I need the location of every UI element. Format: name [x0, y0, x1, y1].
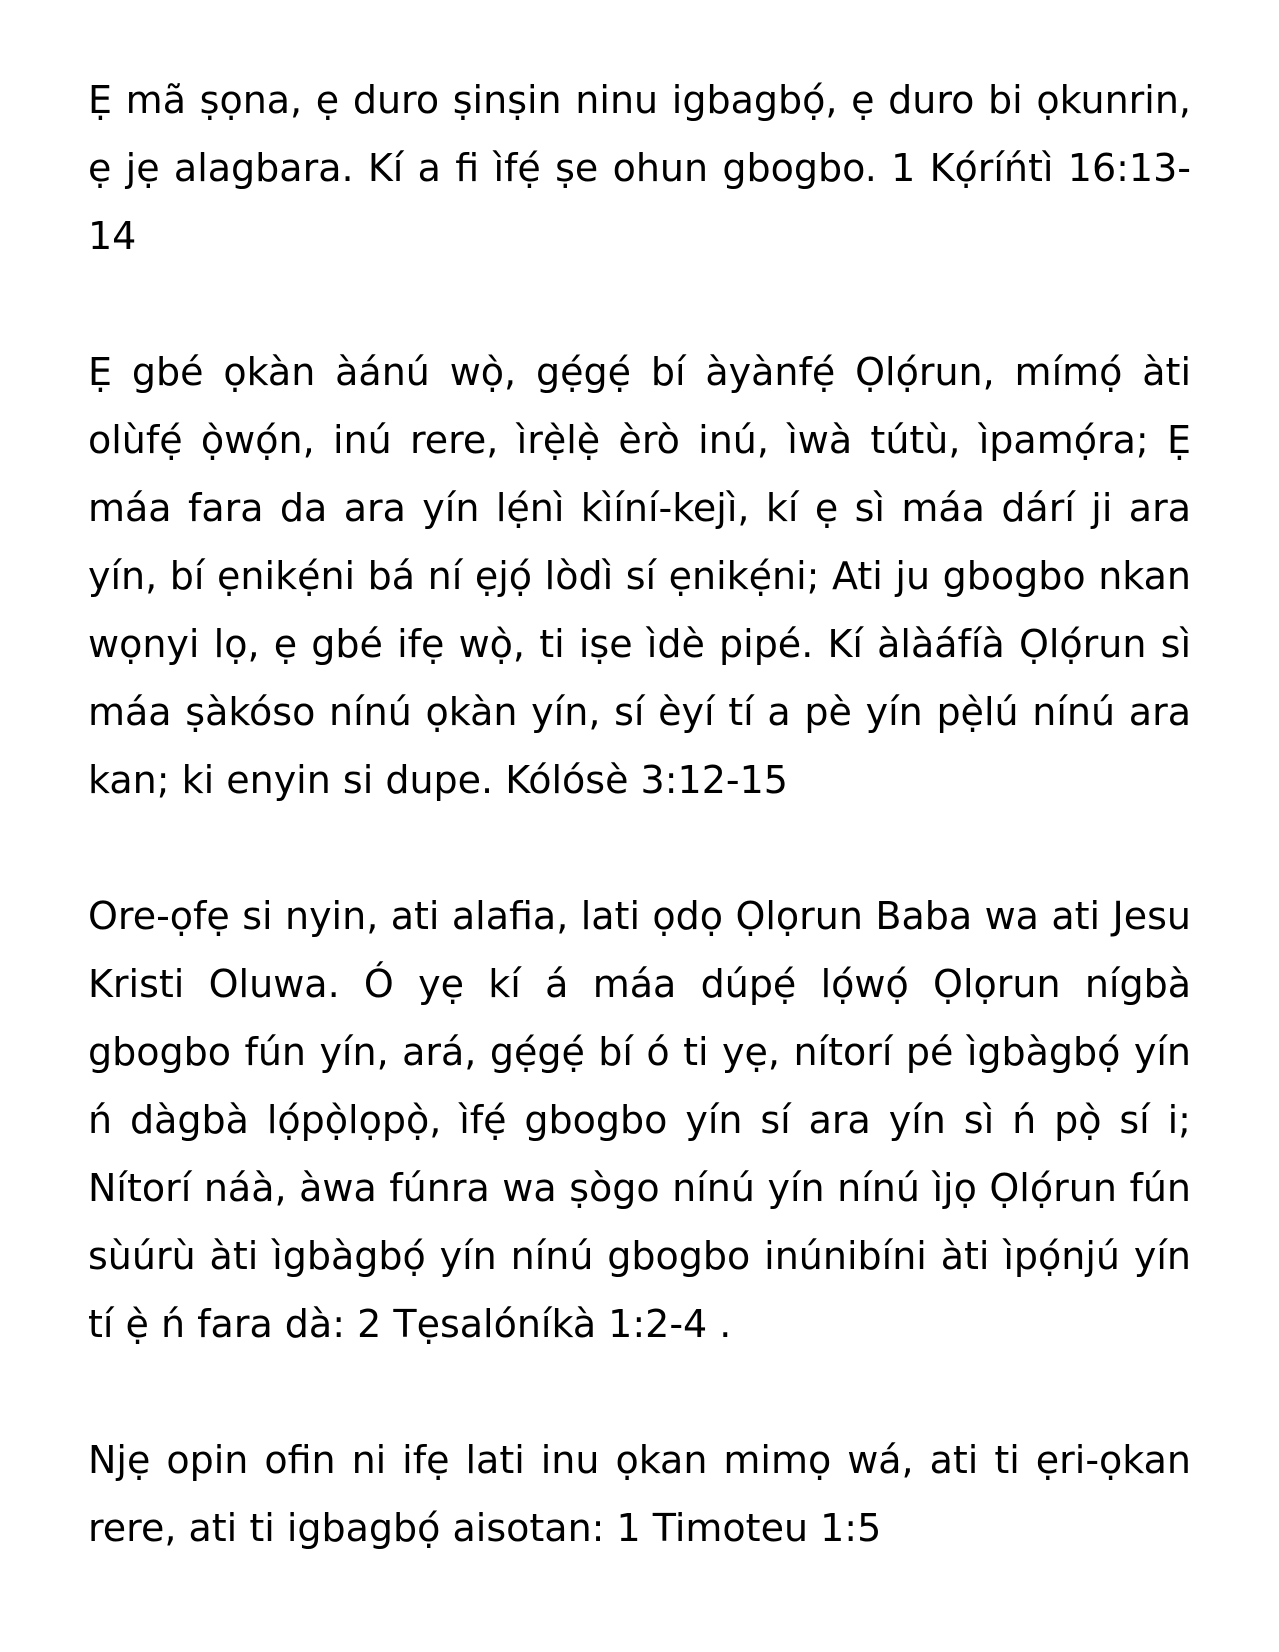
paragraph-1-timothy: Njẹ opin ofin ni ifẹ lati inu ọkan mimọ wá, ati ti ẹri-ọkan rere, ati ti igbagbọ́ aisotan: 1 Timoteu 1:5: [88, 1438, 1191, 1550]
paragraph-colossians: Ẹ gbé ọkàn àánú wọ̀, gẹ́gẹ́ bí àyànfẹ́ Ọlọ́run, mímọ́ àti olùfẹ́ ọ̀wọ́n, inú rere, ìrẹ̀lẹ̀ èrò inú, ìwà tútù, ìpamọ́ra; Ẹ máa fara da ara yín lẹ́nì kìíní-kejì, kí ẹ sì máa dárí ji ara yín, bí ẹnikẹ́ni bá ní ẹjọ́ lòdì sí ẹnikẹ́ni; Ati ju gbogbo nkan wọnyi lọ, ẹ gbé ifẹ wọ̀, ti iṣe ìdè pipé. Kí àlàáfíà Ọlọ́run sì máa ṣàkóso nínú ọkàn yín, sí èyí tí a pè yín pẹ̀lú nínú ara kan; ki enyin si dupe. Kólósè 3:12-15: [88, 350, 1191, 802]
document-body: [88, 66, 1191, 1562]
paragraph-1-corinthians: Ẹ mã ṣọna, ẹ duro ṣinṣin ninu igbagbọ́, ẹ duro bi ọkunrin, ẹ jẹ alagbara. Kí a fi ìfẹ́ ṣe ohun gbogbo. 1 Kọ́ríńtì 16:13-14: [88, 78, 1191, 258]
paragraph-2-thessalonians: Ore-ọfẹ si nyin, ati alafia, lati ọdọ Ọlọrun Baba wa ati Jesu Kristi Oluwa. Ó yẹ kí á máa dúpẹ́ lọ́wọ́ Ọlọrun nígbà gbogbo fún yín, ará, gẹ́gẹ́ bí ó ti yẹ, nítorí pé ìgbàgbọ́ yín ń dàgbà lọ́pọ̀lọpọ̀, ìfẹ́ gbogbo yín sí ara yín sì ń pọ̀ sí i; Nítorí náà, àwa fúnra wa ṣògo nínú yín nínú ìjọ Ọlọ́run fún sùúrù àti ìgbàgbọ́ yín nínú gbogbo inúnibíni àti ìpọ́njú yín tí ẹ̀ ń fara dà: 2 Tẹsalóníkà 1:2-4 .: [88, 894, 1191, 1346]
